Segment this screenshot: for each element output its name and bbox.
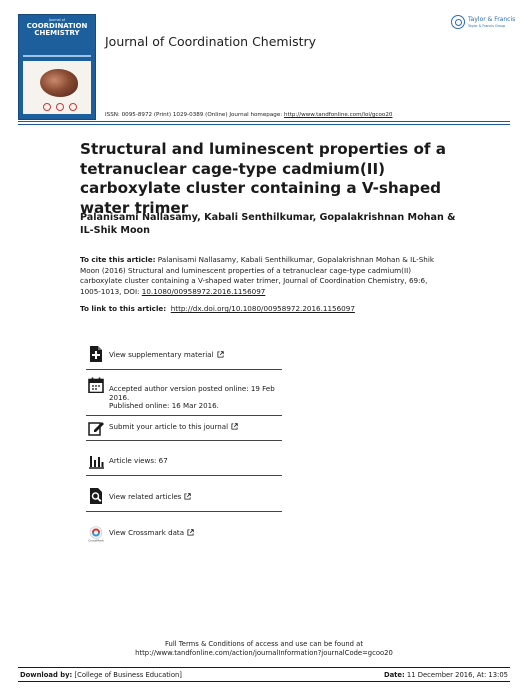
supplementary-label: View supplementary material (109, 350, 214, 359)
journal-homepage-link[interactable]: http://www.tandfonline.com/loi/gcoo20 (283, 112, 393, 118)
external-link-icon (187, 529, 194, 536)
submit-label: Submit your article to this journal (109, 422, 229, 431)
bar-chart-icon (88, 453, 104, 469)
related-row[interactable] (86, 476, 282, 512)
download-by (20, 671, 182, 679)
search-document-icon (88, 488, 104, 504)
header-rule (18, 121, 510, 122)
cover-title-line1: COORDINATION (26, 22, 88, 30)
external-link-icon (231, 423, 238, 430)
journal-name: Journal of Coordination Chemistry (105, 34, 317, 49)
cover-ring-mark (69, 103, 77, 111)
download-label: Download by: (20, 671, 73, 679)
terms-url[interactable]: http://www.tandfonline.com/action/journalInformation?journalCode=gcoo20 (135, 649, 393, 657)
article-link-line (80, 304, 355, 314)
date-label: Date: (383, 671, 405, 679)
submit-row[interactable] (86, 416, 282, 441)
crossmark-row[interactable] (86, 512, 282, 548)
cover-title-line2: CHEMISTRY (34, 29, 80, 38)
article-title: Structural and luminescent properties of a tetranuclear cage-type cadmium(II) carboxylate cluster containing a V-shaped water trimer (80, 140, 447, 217)
crossmark-icon (88, 526, 104, 542)
cover-molecule-graphic (40, 69, 78, 97)
publisher-logo-icon (451, 15, 465, 29)
article-link-label: To link to this article: (80, 304, 167, 313)
supplementary-row[interactable] (86, 340, 282, 370)
external-link-icon (184, 493, 191, 500)
citation-text: Palanisami Nallasamy, Kabali Senthilkumar, Gopalakrishnan Mohan & IL-Shik Moon (2016) Structural and luminescent properties of a tetranuclear cage-type cadmium(II) carboxylate cluster containing a V-shaped water trimer, Journal of Coordination Chemistry, 69:6, 1005-1013, DOI: (80, 255, 435, 296)
journal-cover-image (18, 14, 96, 120)
views-row (86, 441, 282, 476)
cover-journal-word: Journal of (48, 18, 66, 22)
published-date: Published online: 16 Mar 2016. (109, 401, 219, 410)
issn-text: ISSN: 0095-8972 (Print) 1029-0389 (Online) Journal homepage: (105, 112, 284, 118)
supplementary-link[interactable] (109, 351, 281, 360)
crossmark-link[interactable] (109, 529, 281, 538)
crossmark-label: View Crossmark data (109, 528, 185, 537)
submit-link[interactable] (109, 423, 281, 432)
publisher-logo[interactable] (451, 15, 516, 31)
crossmark-logo-text: CrossMark (88, 538, 104, 542)
cover-art-panel (23, 61, 91, 114)
cover-ring-mark (43, 103, 51, 111)
header-rule-thin (18, 124, 510, 125)
article-views: Article views: 67 (109, 456, 168, 465)
publisher-name: Taylor & Francis (468, 16, 516, 23)
download-info-bar (18, 667, 510, 682)
citation-block (80, 255, 445, 297)
terms-notice (0, 640, 528, 658)
publication-dates-row (86, 370, 282, 416)
external-link-icon (217, 351, 224, 358)
accepted-date: Accepted author version posted online: 19 Feb 2016. (109, 384, 275, 402)
download-date (384, 671, 508, 679)
date-value: 11 December 2016, At: 13:05 (404, 671, 508, 679)
file-plus-icon (88, 346, 104, 362)
download-value: [College of Business Education] (72, 671, 182, 679)
edit-icon (88, 420, 104, 436)
publisher-subname: Taylor & Francis Group (468, 23, 506, 28)
citation-doi-link[interactable]: 10.1080/00958972.2016.1156097 (141, 286, 266, 296)
related-link[interactable] (109, 493, 281, 502)
terms-line: Full Terms & Conditions of access and use can be found at (165, 640, 363, 648)
issn-line (105, 112, 392, 118)
related-label: View related articles (109, 492, 182, 501)
citation-label: To cite this article: (80, 255, 156, 264)
article-doi-link[interactable]: http://dx.doi.org/10.1080/00958972.2016.1156097 (170, 304, 355, 313)
cover-band (23, 55, 91, 57)
calendar-icon (88, 377, 104, 393)
cover-ring-mark (56, 103, 64, 111)
article-authors: Palanisami Nallasamy, Kabali Senthilkumar, Gopalakrishnan Mohan & IL-Shik Moon (80, 212, 456, 236)
